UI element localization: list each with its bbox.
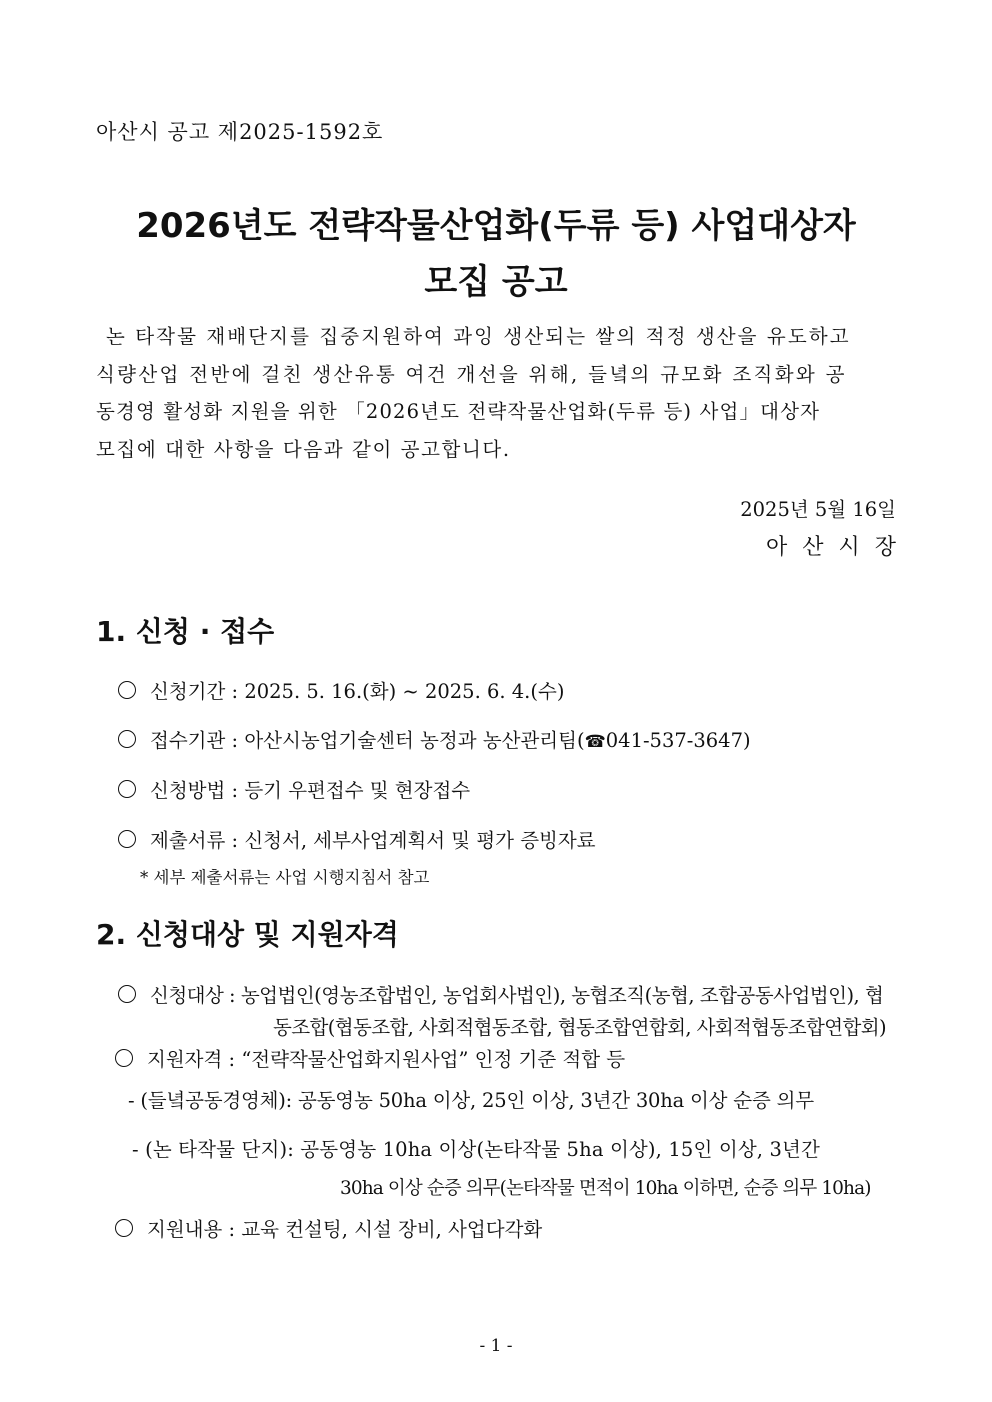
circle-bullet-icon — [118, 780, 136, 798]
receiving-agency-label: 접수기관 — [150, 729, 226, 752]
page-number: - 1 - — [479, 1336, 513, 1356]
intro-paragraph — [96, 318, 900, 468]
phone-icon: ☎ — [584, 732, 606, 752]
notice-date: 2025년 5월 16일 — [740, 498, 896, 521]
target-item: 신청대상 : 농업법인(영농조합법인, 농업회사법인), 농협조직(농협, 조합공동사업법인), 협 — [118, 980, 883, 1008]
documents-note: * 세부 제출서류는 사업 시행지침서 참고 — [140, 868, 430, 887]
application-period-value: 2025. 5. 16.(화) ~ 2025. 6. 4.(수) — [244, 680, 565, 703]
intro-line-4: 모집에 대한 사항을 다음과 같이 공고합니다. — [96, 437, 511, 461]
target-label: 신청대상 — [150, 984, 224, 1007]
support-label: 지원내용 — [147, 1218, 223, 1241]
phone-number: 041-537-3647) — [605, 729, 751, 752]
target-value-line2: 동조합(협동조합, 사회적협동조합, 협동조합연합회, 사회적협동조합연합회) — [273, 1016, 886, 1039]
section2-heading: 2. 신청대상 및 지원자격 — [96, 918, 399, 951]
application-method-label: 신청방법 — [150, 779, 226, 802]
circle-bullet-icon — [118, 985, 136, 1003]
circle-bullet-icon — [118, 730, 136, 748]
qualification-detail-2-line2: 30ha 이상 순증 의무(논타작물 면적이 10ha 이하면, 순증 의무 10ha) — [340, 1178, 871, 1199]
application-period-label: 신청기간 — [150, 680, 226, 703]
target-value-line1: 농업법인(영농조합법인, 농업회사법인), 농협조직(농협, 조합공동사업법인), 협 — [240, 984, 884, 1007]
receiving-agency-value: 아산시농업기술센터 농정과 농산관리팀( — [244, 729, 585, 752]
application-period-item: 신청기간 : 2025. 5. 16.(화) ~ 2025. 6. 4.(수) — [118, 676, 564, 704]
application-method-value: 등기 우편접수 및 현장접수 — [244, 779, 471, 802]
intro-line-1: 논 타작물 재배단지를 집중지원하여 과잉 생산되는 쌀의 적정 생산을 유도하고 — [106, 325, 851, 348]
circle-bullet-icon — [115, 1049, 133, 1067]
notice-number: 아산시 공고 제2025-1592호 — [96, 120, 384, 144]
intro-line-3: 동경영 활성화 지원을 위한 「2026년도 전략작물산업화(두류 등) 사업」대상자 — [96, 400, 821, 423]
circle-bullet-icon — [118, 830, 136, 848]
document-title-line2: 모집 공고 — [424, 262, 568, 302]
documents-item: 제출서류 : 신청서, 세부사업계획서 및 평가 증빙자료 — [118, 825, 596, 853]
application-method-item: 신청방법 : 등기 우편접수 및 현장접수 — [118, 775, 470, 803]
support-value: 교육 컨설팅, 시설 장비, 사업다각화 — [241, 1218, 543, 1241]
document-title-line1: 2026년도 전략작물산업화(두류 등) 사업대상자 — [136, 206, 856, 246]
documents-label: 제출서류 — [150, 829, 226, 852]
circle-bullet-icon — [118, 681, 136, 699]
qualification-detail-2-line1: - (논 타작물 단지): 공동영농 10ha 이상(논타작물 5ha 이상), 15인 이상, 3년간 — [132, 1138, 821, 1161]
circle-bullet-icon — [115, 1219, 133, 1237]
section1-heading: 1. 신청 · 접수 — [96, 615, 275, 648]
qualification-value: “전략작물산업화지원사업” 인정 기준 적합 등 — [241, 1048, 626, 1071]
qualification-detail-1: - (들녘공동경영체): 공동영농 50ha 이상, 25인 이상, 3년간 30ha 이상 순증 의무 — [128, 1089, 814, 1112]
qualification-label: 지원자격 — [147, 1048, 223, 1071]
qualification-item: 지원자격 : “전략작물산업화지원사업” 인정 기준 적합 등 — [115, 1044, 625, 1072]
documents-value: 신청서, 세부사업계획서 및 평가 증빙자료 — [244, 829, 596, 852]
support-item: 지원내용 : 교육 컨설팅, 시설 장비, 사업다각화 — [115, 1214, 542, 1242]
signer: 아산시장 — [765, 535, 911, 560]
receiving-agency-item: 접수기관 : 아산시농업기술센터 농정과 농산관리팀(☎041-537-3647) — [118, 725, 751, 753]
intro-line-2: 식량산업 전반에 걸친 생산유통 여건 개선을 위해, 들녘의 규모화 조직화와 공 — [96, 362, 847, 386]
